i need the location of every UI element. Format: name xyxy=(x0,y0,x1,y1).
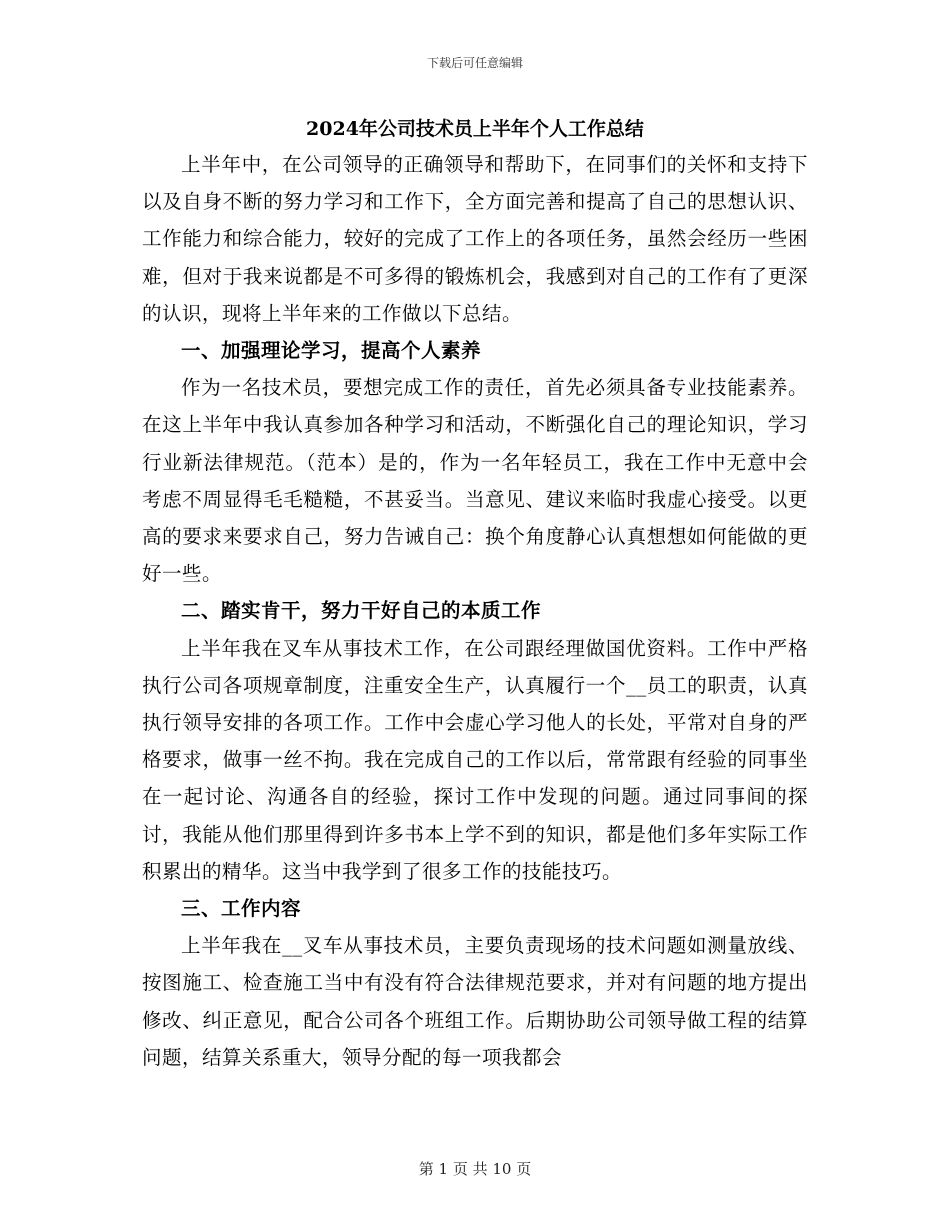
section-3-heading: 三、工作内容 xyxy=(181,897,302,921)
document-title: 2024年公司技术员上半年个人工作总结 xyxy=(306,118,644,140)
page-footer: 第 1 页 共 10 页 xyxy=(418,1160,532,1178)
section-3-body: 上半年我在__叉车从事技术员，主要负责现场的技术问题如测量放线、按图施工、检查施工当中有没有符合法律规范要求，并对有问题的地方提出修改、纠正意见，配合公司各个班组工作。后期协助公司领导做工程的结算问题，结算关系重大，领导分配的每一项我都会 xyxy=(142,934,808,1069)
section-2-body: 上半年我在叉车从事技术工作，在公司跟经理做国优资料。工作中严格执行公司各项规章制度，注重安全生产，认真履行一个__员工的职责，认真执行领导安排的各项工作。工作中会虚心学习他人的长处，平常对自身的严格要求，做事一丝不拘。我在完成自己的工作以后，常常跟有经验的同事坐在一起讨论、沟通各自的经验，探讨工作中发现的问题。通过同事间的探讨，我能从他们那里得到许多书本上学不到的知识，都是他们多年实际工作积累出的精华。这当中我学到了很多工作的技能技巧。 xyxy=(142,636,808,883)
section-2-heading: 二、踏实肯干，努力干好自己的本质工作 xyxy=(181,599,542,623)
page-header: 下载后可任意编辑 xyxy=(426,56,523,70)
document-body xyxy=(142,112,808,1076)
intro-paragraph: 上半年中，在公司领导的正确领导和帮助下，在同事们的关怀和支持下以及自身不断的努力学习和工作下，全方面完善和提高了自己的思想认识、工作能力和综合能力，较好的完成了工作上的各项任务，虽然会经历一些困难，但对于我来说都是不可多得的锻炼机会，我感到对自己的工作有了更深的认识，现将上半年来的工作做以下总结。 xyxy=(142,153,808,325)
section-1-heading: 一、加强理论学习，提高个人素养 xyxy=(181,339,482,363)
section-1-body: 作为一名技术员，要想完成工作的责任，首先必须具备专业技能素养。在这上半年中我认真参加各种学习和活动，不断强化自己的理论知识，学习行业新法律规范。（范本）是的，作为一名年轻员工，我在工作中无意中会考虑不周显得毛毛糙糙，不甚妥当。当意见、建议来临时我虚心接受。以更高的要求来要求自己，努力告诫自己：换个角度静心认真想想如何能做的更好一些。 xyxy=(142,376,808,586)
